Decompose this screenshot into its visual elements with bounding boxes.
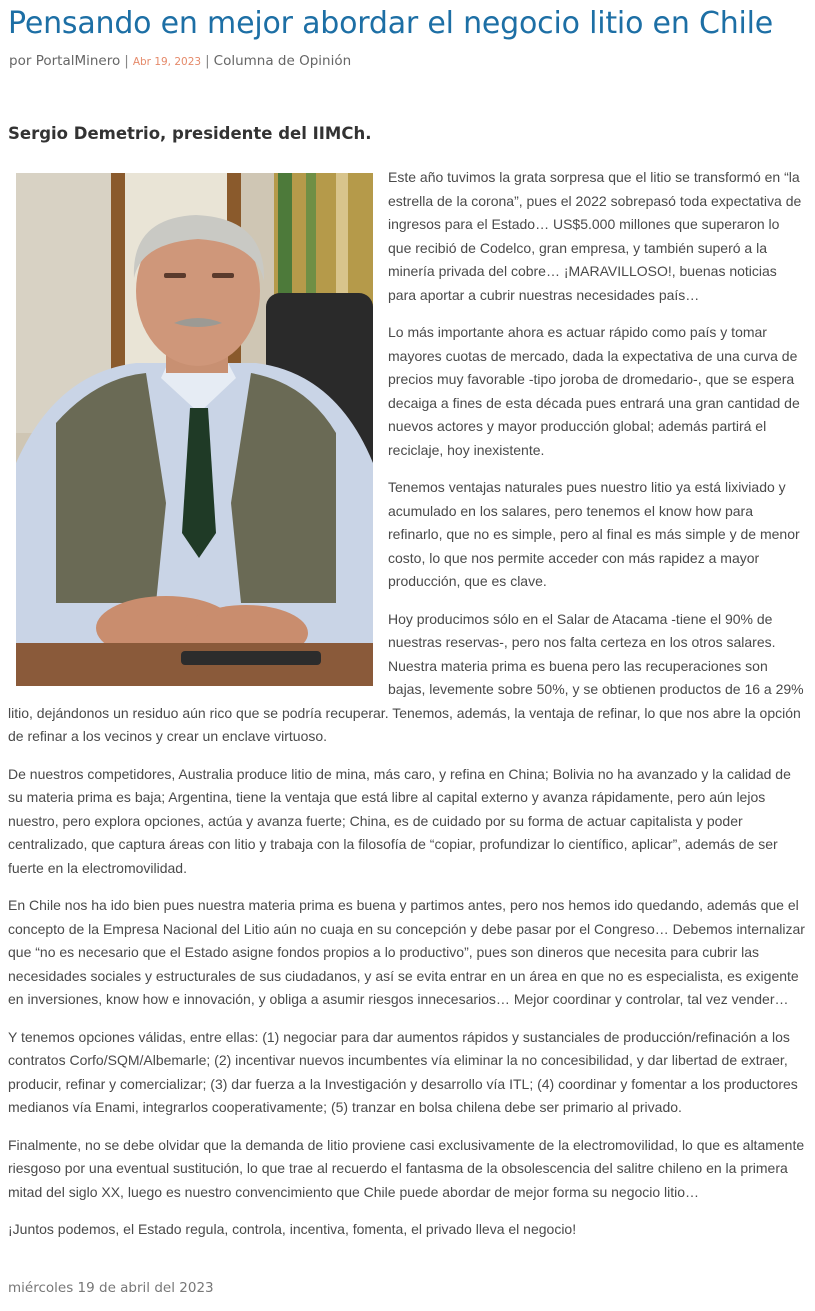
meta-separator: |	[124, 53, 129, 69]
article-title: Pensando en mejor abordar el negocio litio en Chile	[8, 6, 774, 41]
meta-by-prefix: por	[9, 53, 32, 69]
meta-author-link[interactable]: PortalMinero	[35, 53, 121, 69]
article-paragraph: Este año tuvimos la grata sorpresa que el litio se transformó en “la estrella de la corona”, pues el 2022 sobrepasó toda expectativa de ingresos para el Estado… US$5.000 millones que superaron lo que recibió de Codelco, gran empresa, y también superó a la minería privada del cobre… ¡MARAVILLOSO!, buenas noticias para aportar a cubrir nuestras necesidades país…	[388, 169, 802, 303]
article-paragraph: Tenemos ventajas naturales pues nuestro litio ya está lixiviado y acumulado en los salares, pero tenemos el know how para refinarlo, que no es simple, pero al final es más simple y de menor costo, lo que nos permite acceder con más rapidez a mayor producción, que es clave.	[388, 479, 800, 589]
article-paragraph: De nuestros competidores, Australia produce litio de mina, más caro, y refina en China; Bolivia no ha avanzado y la calidad de su materia prima es baja; Argentina, tiene la ventaja que está libre al capital externo y avanza rápidamente, pero aún lejos nuestro, pero explora opciones, actúa y avanza fuerte; China, es de cuidado por su forma de actuar capitalista y poder centralizado, que captura áreas con litio y trabaja con la filosofía de “copiar, profundizar lo científico, aplicar”, además de ser fuerte en la electromovilidad.	[8, 765, 791, 876]
article-subtitle: Sergio Demetrio, presidente del IIMCh.	[8, 124, 372, 143]
article-paragraph: Lo más importante ahora es actuar rápido como país y tomar mayores cuotas de mercado, dada la expectativa de una curva de precios muy favorable -tipo joroba de dromedario-, que se espera decaiga a fines de esta década pues entrará una gran cantidad de nuevos actores y mayor producción global; además partirá el reciclaje, hoy inexistente.	[388, 324, 800, 458]
meta-category-link[interactable]: Columna de Opinión	[213, 53, 352, 69]
article-paragraph: ¡Juntos podemos, el Estado regula, controla, incentiva, fomenta, el privado lleva el negocio!	[8, 1221, 577, 1237]
author-portrait-image	[16, 173, 373, 686]
article-meta	[9, 51, 351, 72]
article-paragraph: Y tenemos opciones válidas, entre ellas: (1) negociar para dar aumentos rápidos y sustanciales de producción/refinación a los contratos Corfo/SQM/Albemarle; (2) incentivar nuevos incumbentes vía eliminar la no concesibilidad, y dar libertad de extraer, producir, refinar y comercializar; (3) dar fuerza a la Investigación y desarrollo vía ITL; (4) coordinar y fomentar a los productores medianos vía Enami, integrarlos cooperativamente; (5) tranzar en bolsa chilena debe ser primario al privado.	[8, 1028, 798, 1115]
meta-date: Abr 19, 2023	[132, 56, 202, 68]
article-paragraph: Finalmente, no se debe olvidar que la demanda de litio proviene casi exclusivamente de la electromovilidad, lo que es altamente riesgoso por una eventual sustitución, lo que trae al recuerdo el fantasma de la obsolescencia del salitre chileno en la primera mitad del siglo XX, luego es nuestro convencimiento que Chile puede abordar de mejor forma su negocio litio…	[8, 1136, 805, 1200]
article-paragraph: Hoy producimos sólo en el Salar de Atacama -tiene el 90% de nuestras reservas-, pero nos falta certeza en los otros salares. Nuestra materia prima es buena pero las recuperaciones son bajas, levemente sobre 50%, y se obtienen productos de 16 a 29% litio, dejándonos un residuo aún rico que se podría recuperar. Tenemos, además, la ventaja de refinar, lo que nos abre la opción de refinar a los vecinos y crear un enclave virtuoso.	[8, 610, 804, 744]
footer-date: miércoles 19 de abril del 2023	[8, 1280, 214, 1296]
meta-separator: |	[205, 53, 210, 69]
article-paragraph: En Chile nos ha ido bien pues nuestra materia prima es buena y partimos antes, pero nos hemos ido quedando, además que el concepto de la Empresa Nacional del Litio aún no cuaja en su concepción y debe pasar por el Congreso… Debemos internalizar que “no es necesario que el Estado asigne fondos propios a lo productivo”, pues son dineros que necesita para cubrir las necesidades sociales y estructurales de sus ciudadanos, y así se evita entrar en un área en que no es especialista, es exigente en inversiones, know how e innovación, y obliga a asumir riesgos innecesarios… Mejor coordinar y controlar, tal vez vender…	[8, 897, 805, 1007]
article-body	[8, 166, 805, 1256]
